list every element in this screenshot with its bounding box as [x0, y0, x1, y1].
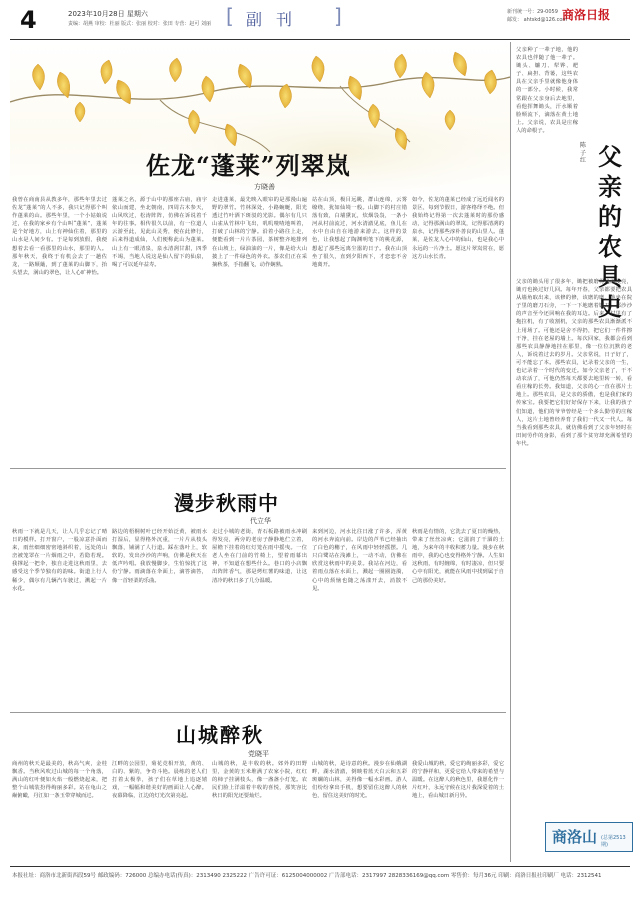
- column-stamp-issue: (总第2513期): [601, 835, 626, 848]
- article-column: 山城的秋，是丰收的秋。郊外的田野里，金黄的玉米堆满了农家小院，红红的柿子挂满枝头，像一盏盏小灯笼。农民们脸上洋溢着丰收的喜悦，那笑容比秋日的阳光还要灿烂。: [212, 761, 307, 800]
- article-column: 江畔的公园里，菊花竞相开放，黄的、白的、紫的，争奇斗艳。晨练的老人们打着太极拳，孩子们在草地上追逐嬉戏，一幅幅和谐美好的画面让人心醉。夜幕降临，江边的灯光次第亮起。: [112, 761, 207, 800]
- feature-body-text: 父亲的锄头用了很多年，锄把被磨得光滑发亮，锄刃也换过好几回。每年开春，父亲都要把农具从墙角取出来，该修的修，该磨的磨。他坐在院子里的磨刀石旁，一下一下地磨着镰刀，那沙沙的声音至今还回响在我的耳边。后来，村里有了拖拉机，有了收割机，父亲的那些农具渐渐派不上用场了。可他还是舍不得扔，把它们一件件擦干净，挂在老屋的墙上。每次回家，我都会看到那些农具静静地挂在那里，像一位位沉默的老人，诉说着过去的岁月。父亲常说，日子好了，可不能忘了本。那些农具，记录着父亲的一生，也记录着一个时代的变迁。如今父亲老了，干不动农活了，可他仍然每天都要去地里转一转，看看庄稼的长势。我知道，父亲的心一直在那片土地上。那些农具，是父亲的骄傲，也是我们家的传家宝。我要把它们好好保存下来，让我的孩子们知道，他们的爷爷曾经是一个多么勤劳的庄稼人，这片土地曾经养育了我们一代又一代人。每当我看到那些农具，就仿佛看到了父亲年轻时在田间劳作的身影，看到了那个贫穷却充满希望的年代。: [516, 279, 632, 447]
- column-stamp: [545, 822, 633, 852]
- page-footer: 本报社址：商洛市北新街西段59号 邮政编码：726000 总编办电话(传真)：2313490 2325222 广告许可证：6125004000002 广告部电话：2317997 2828336169@qq.com 零售价：每月36元 印刷：商洛日报社印刷厂 电话：2312541: [12, 873, 602, 879]
- bracket-right: ]: [334, 4, 342, 28]
- feature-intro-text: 父亲种了一辈子地，他的农具也伴随了他一辈子。锄头、镰刀、犁铧、耙子、扁担、背篓，这些农具在父亲手里就像他身体的一部分。小时候，我常常跟在父亲身后去地里，看他挥舞锄头，汗水顺着脸颊流下，滴落在黄土地上。父亲说，农具是庄稼人的命根子。: [516, 47, 578, 134]
- article-column: 商州的秋天是最美的，秋高气爽，金桂飘香。当秋风吹过山城的每一个角落，满山的红叶便如火焰一般燃烧起来，把整个山城装扮得绚丽多彩。站在龟山之巅俯瞰，丹江如一条玉带穿城而过。: [12, 761, 107, 800]
- article-title: 佐龙“蓬莱”列翠岚: [146, 151, 351, 180]
- page-header: [0, 0, 638, 46]
- issue-date: 2023年10月28日 星期六: [68, 10, 148, 18]
- article-column: 秋雨一下就是几天，让人几乎忘记了晴日的模样。打开窗户，一股凉意扑面而来，雨丝细细密密地斜织着，远处的山峦被笼罩在一片烟雨之中，若隐若现。我撑起一把伞，独自走进这秋雨里，去感受这个季节独有的韵味。街道上行人稀少，偶尔有几辆汽车驶过，溅起一片水花。: [12, 529, 107, 592]
- page-number: 4: [20, 6, 37, 34]
- publication-info-line: 新刊统一号：29-0059: [507, 9, 558, 15]
- article-column: 我曾在商南县从教多年，那些年里去过佐龙“蓬莱”的人不多，我只记得那个叫作蓬莱的山。那些年里，一个小姑娘说过，在我的家乡有个山叫“蓬莱”，蓬莱是个好地方，山上有神仙住着，那里的山水是人间少有。于是每到放假，我便想着去看一看那里的山水，那里的人。那年秋天，我终于有机会去了一趟佐龙，一路颠簸，到了蓬莱的山脚下，抬头望去，满山的翠色，让人心旷神怡。: [12, 197, 107, 276]
- article-author: 代立华: [250, 517, 271, 525]
- article-column: 走进蓬莱，最先映入眼帘的是那漫山遍野的翠竹。竹林深处，小路蜿蜒，阳光透过竹叶洒下斑驳的光影。偶尔有几只山雀从竹林中飞出，叽叽喳喳地叫着，打破了山林的宁静。沿着小路往上走，便能看到一片片茶园，茶树整齐地排列在山坡上，绿油油的一片，像是给大山披上了一件绿色的外衣。茶农们正在采摘秋茶，手指翻飞，动作娴熟。: [212, 197, 307, 268]
- article-column: 秋雨是有情的，它洗去了夏日的燥热，带来了丝丝凉爽；它滋润了干涸的土地，为来年的丰收积蓄力量。漫步在秋雨中，我的心也变得格外宁静。人生如这秋雨，有时缠绵，有时凄凉，但只要心中有阳光，就能在风雨中找到属于自己的那份美好。: [412, 529, 504, 584]
- article-column: 如今，佐龙的蓬莱已经成了远近闻名的景区，每到节假日，游客络绎不绝。但我始终记得第一次去蓬莱时的那份感动，记得那满山的翠岚，记得那清冽的泉水，记得那些淳朴善良的山里人。蓬莱，是佐龙人心中的仙山，也是我心中永远的一片净土。愿这片翠岚常在，愿这方山水长青。: [412, 197, 504, 260]
- column-divider: [510, 42, 511, 862]
- article-column: 来到河边，河水比往日涨了许多，浑黄的河水奔流向前。岸边的芦苇已经抽出了白色的穗子，在风雨中轻轻摇摆。几只白鹭站在浅滩上，一动不动，仿佛在欣赏这秋雨中的美景。我站在河边，看着雨点落在水面上，溅起一圈圈涟漪，心中的烦恼也随之荡漾开去，消散不见。: [312, 529, 407, 592]
- article-column: 山城的秋，是诗意的秋。漫步在仙娥湖畔，湖水清澈，倒映着蓝天白云和五彩斑斓的山林，美得像一幅水彩画。游人们纷纷拿出手机，想要留住这醉人的秋色，留住这美好的时光。: [312, 761, 407, 800]
- section-name: 副刊: [246, 10, 307, 29]
- bracket-left: [: [226, 4, 234, 28]
- article-column: 蓬莱之名，源于山中的那座古庙，庙宇依山而建，坐北朝南，四周古木参天，山风吹过，松涛阵阵，仿佛在诉说着千年的往事。相传很久以前，有一位道人云游至此，见此山灵秀，便在此修行，后来得道成仙，人们便称此山为蓬莱。山上有一眼清泉，泉水清冽甘甜，四季不竭，当地人说这是仙人留下的仙泉，喝了可以延年益寿。: [112, 197, 207, 268]
- article-author: 方晓善: [254, 183, 275, 191]
- feature-title: 父亲的农具史: [598, 142, 622, 321]
- article-title: 山城醉秋: [176, 723, 264, 747]
- footer-rule: [10, 866, 630, 867]
- column-stamp-title: 商洛山: [552, 828, 598, 846]
- publication-info-line: 邮发： ahtskd@126.com: [507, 17, 568, 23]
- editor-credits: 责编：胡燕 审校：杜丽 版式：张丽 校对：张田 专营：赵可 刘丽: [68, 21, 211, 27]
- article-column: 站在山顶，极目远眺，群山连绵，云雾缭绕，犹如仙境一般。山脚下的村庄错落有致，白墙黛瓦，炊烟袅袅，一条小河从村前流过，河水清澈见底，鱼儿在水中自由自在地游来游去。这样的景色，让我想起了陶渊明笔下的桃花源，想起了那些远离尘嚣的日子。我在山顶坐了很久，直到夕阳西下，才恋恋不舍地离开。: [312, 197, 407, 268]
- publication-info: [507, 8, 567, 24]
- feature-author: 陈子红: [580, 142, 587, 164]
- article-column: 走过小城的老街，青石板路被雨水冲刷得发亮，两旁的老房子静静地伫立着，屋檐下挂着的红灯笼在雨中摇曳。一位老人坐在门前的竹椅上，望着雨幕出神，不知道在想些什么。巷口的小店飘出阵阵香气，那是烤红薯的味道，让这清冷的秋日多了几分温暖。: [212, 529, 307, 584]
- header-rule: [10, 39, 630, 40]
- article-title: 漫步秋雨中: [174, 491, 279, 515]
- section-rule: [10, 712, 506, 713]
- section-rule: [10, 468, 506, 469]
- article-column: 路边的梧桐树叶已经开始泛黄，被雨水打湿后，显得格外沉重，一片片从枝头飘落，铺满了人行道。踩在落叶上，软软的，发出沙沙的声响，仿佛是秋天在低声吟唱。我放慢脚步，生怕惊扰了这份宁静。雨滴落在伞面上，滴答滴答，像一首轻柔的乐曲。: [112, 529, 207, 584]
- article-author: 党晓平: [248, 750, 269, 758]
- article-column: 我爱山城的秋，爱它的绚丽多彩，爱它的宁静祥和，更爱它给人带来的希望与温暖。在这醉人的秋色里，我愿化作一片红叶，永远守候在这片我深爱着的土地上，看山城日新月异。: [412, 761, 504, 800]
- newspaper-logo: 商洛日报: [562, 8, 611, 22]
